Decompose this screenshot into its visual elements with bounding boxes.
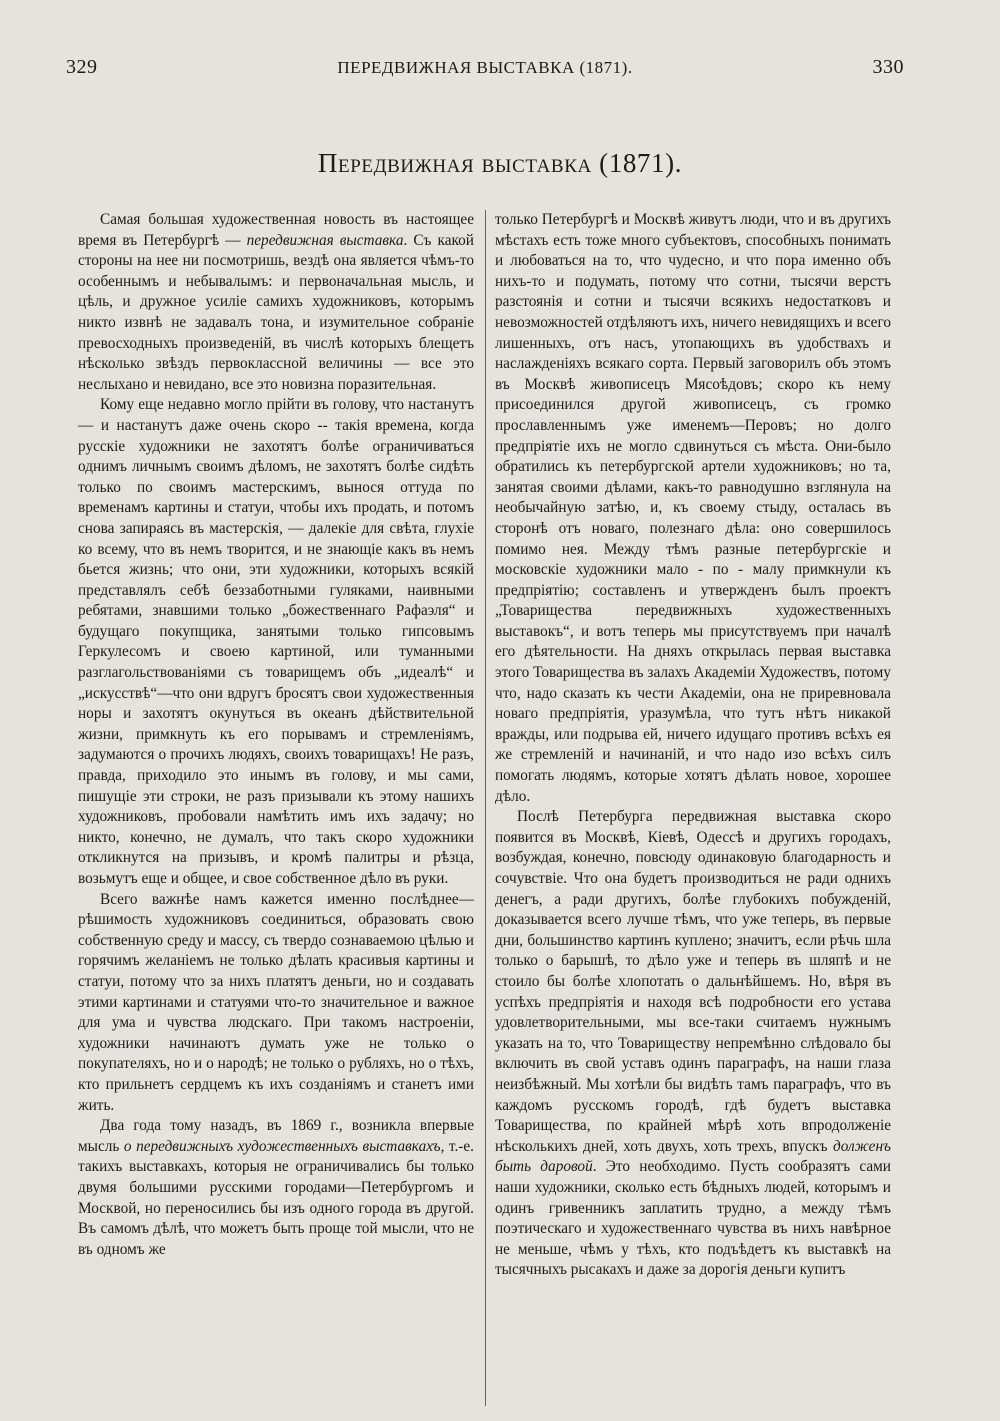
paragraph: Послѣ Петербурга передвижная выставка скоро появится въ Москвѣ, Кіевѣ, Одессѣ и другихъ городахъ, возбуждая, конечно, повсюду одинаковую благодарность и сочувствіе. Что она будетъ производиться не ради однихъ денегъ, а ради другихъ, болѣе глубокихъ побужденій, доказывается всего лучше тѣмъ, что уже теперь, въ первые дни, большинство картинъ куплено; значитъ, если рѣчь шла только о барышѣ, то дѣло уже и теперь въ шляпѣ и не стоило бы болѣе хлопотать о дальнѣйшемъ. Но, вѣря въ успѣхъ предпріятія и находя всѣ подробности его устава удовлетворительными, мы все-таки считаемъ нужнымъ указать на то, что Товариществу непремѣнно слѣдовало бы включить въ свой уставъ одинъ параграфъ, на наши глаза неизбѣжный. Мы хотѣли бы видѣть тамъ параграфъ, что въ каждомъ русскомъ городѣ, гдѣ будетъ выставка Товарищества, по крайней мѣрѣ хоть впродолженіе нѣсколькихъ дней, хоть двухъ, хоть трехъ, впускъ долженъ быть даровой. Это необходимо. Пусть сообразятъ сами наши художники, сколько есть бѣдныхъ людей, которымъ и одинъ гривенникъ заплатить трудно, а между тѣмъ поэтическаго и художественнаго чувства въ нихъ навѣрное не меньше, чѣмъ у тѣхъ, кто подъѣдетъ къ выставкѣ на тысячныхъ рысакахъ и даже за дорогія деньги купитъ [495, 808, 891, 1279]
page-number-left: 329 [66, 56, 98, 78]
paragraph: Кому еще недавно могло прійти въ голову, что настанутъ — и настанутъ даже очень скоро -- такія времена, когда русскіе художники не захотятъ болѣе ограничиваться однимъ личнымъ своимъ дѣломъ, не захотятъ болѣе сидѣть только по своимъ мастерскимъ, вынося оттуда по временамъ картины и статуи, чтобы ихъ продать, и потомъ снова запираясь въ мастерскія, — далекіе для свѣта, глухіе ко всему, что въ немъ творится, и не знающіе какъ въ немъ бьется жизнь; что они, эти художники, которыхъ всякій представлялъ себѣ беззаботными гуляками, наивными ребятами, знавшими только „божественнаго Рафаэля“ и будущаго покупщика, занятыми только гипсовымъ Геркулесомъ и своею картиной, или туманными разглагольствованіями съ товарищемъ объ „идеалѣ“ и „искусствѣ“—что они вдругъ бросятъ свои художественныя норы и захотятъ окунуться въ океанъ дѣйствительной жизни, примкнуть къ его порывамъ и стремленіямъ, задумаются о прочихъ людяхъ, своихъ товарищахъ! Не разъ, правда, приходило это инымъ въ голову, и мы сами, пишущіе эти строки, не разъ призывали къ этому нашихъ художниковъ, пробовали намѣтить имъ ихъ задачу; но никто, конечно, не думалъ, что такъ скоро художники откликнутся на призывъ, и кромѣ палитры и рѣзца, возьмутъ еще и общее, и свое собственное дѣло въ руки. [78, 396, 474, 887]
page-number-right: 330 [872, 56, 904, 78]
paragraph: Два года тому назадъ, въ 1869 г., возникла впервые мысль о передвижныхъ художественныхъ выставкахъ, т.-е. такихъ выставкахъ, которыя не ограничивались бы только двумя большими русскими городами—Петербургомъ и Москвой, но переносились бы изъ одного города въ другой. Въ самомъ дѣлѣ, что можетъ быть проще той мысли, что не въ одномъ же [78, 1117, 474, 1258]
running-header [66, 56, 904, 86]
column-divider [485, 210, 486, 1406]
right-column [495, 210, 891, 1281]
left-column [78, 210, 474, 1260]
paragraph: только Петербургѣ и Москвѣ живутъ люди, что и въ другихъ мѣстахъ есть тоже много субъектовъ, способныхъ понимать и любоваться на то, что чудесно, и что пора именно объ нихъ-то и подумать, потому что сотни, тысячи верстъ разстоянія и сотни и тысячи всякихъ недостатковъ и невозможностей отдѣляютъ ихъ, ничего невидящихъ и всего лишенныхъ, отъ насъ, утопающихъ въ удобствахъ и наслажденіяхъ всякаго сорта. Первый заговорилъ объ этомъ въ Москвѣ живописецъ Мясоѣдовъ; скоро къ нему присоединился другой живописецъ, съ громко прославленнымъ уже именемъ—Перовъ; но долго предпріятіе ихъ не могло сдвинуться съ мѣста. Они-было обратились къ петербургской артели художниковъ; но та, занятая своими дѣлами, какъ-то равнодушно взглянула на необычайную затѣю, и, къ своему стыду, осталась въ сторонѣ отъ новаго, полезнаго дѣла: оно совершилось помимо нея. Между тѣмъ разные петербургскіе и московскіе художники мало - по - малу примкнули къ предпріятію; составленъ и утвержденъ былъ проектъ „Товарищества передвижныхъ художественныхъ выставокъ“, и вотъ теперь мы присутствуемъ при началѣ его дѣятельности. На дняхъ открылась первая выставка этого Товарищества въ залахъ Академіи Художествъ, потому что, надо сказать къ чести Академіи, она не приревновала новаго предпріятія, уразумѣла, что тутъ нѣтъ никакой вражды, или подрыва ей, ничего идущаго противъ всѣхъ ея же стремленій и начинаній, и что надо изо всѣхъ силъ помогать людямъ, которые хотятъ дѣлать новое, хорошее дѣло. [495, 211, 891, 805]
running-title: ПЕРЕДВИЖНАЯ ВЫСТАВКА (1871). [337, 58, 633, 77]
paragraph: Самая большая художественная новость въ настоящее время въ Петербургѣ — передвижная выставка. Съ какой стороны на нее ни посмотришь, вездѣ она является чѣмъ-то особеннымъ и небывалымъ: и первоначальная мысль, и цѣль, и дружное усиліе самихъ художниковъ, которымъ никто извнѣ не задавалъ тона, и изумительное собраніе превосходныхъ произведеній, въ числѣ которыхъ блещетъ нѣсколько звѣздъ первоклассной величины — все это неслыхано и невидано, все это новизна поразительная. [78, 211, 474, 393]
paragraph: Всего важнѣе намъ кажется именно послѣднее— рѣшимость художниковъ соединиться, образовать свою собственную среду и массу, съ твердо сознаваемою цѣлью и горячимъ желаніемъ не только дѣлать красивыя картины и статуи, потому что за нихъ платятъ деньги, но и создавать этими картинами и статуями что-то значительное и важное для ума и чувства людскаго. При такомъ настроеніи, художники начинаютъ думать уже не только о покупателяхъ, но и о народѣ; не только о рубляхъ, но о тѣхъ, кто прильнетъ сердцемъ къ ихъ созданіямъ и станетъ ими жить. [78, 890, 474, 1114]
article-title: Передвижная выставка (1871). [317, 148, 683, 178]
